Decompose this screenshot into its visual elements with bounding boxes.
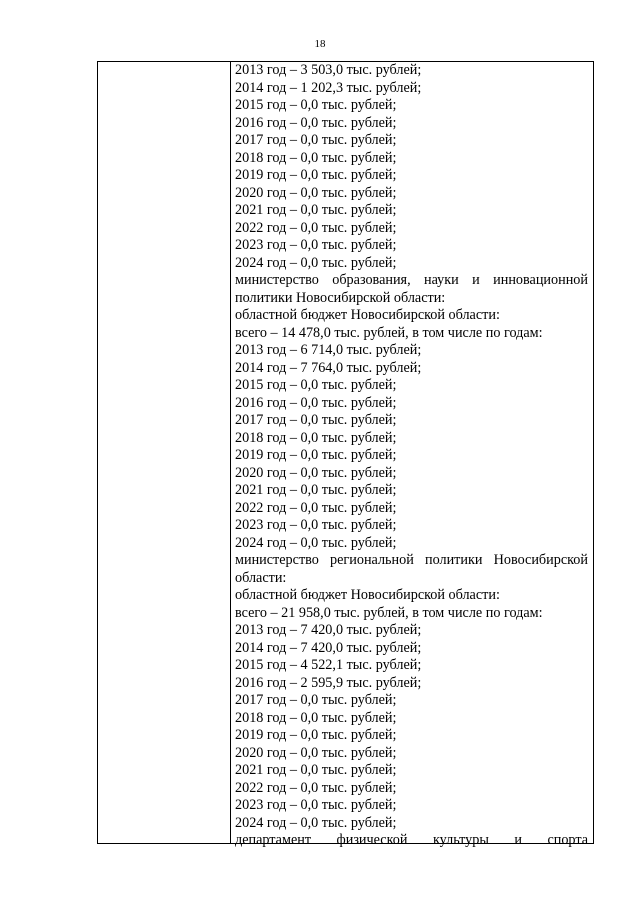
text-line: 2020 год – 0,0 тыс. рублей; [235, 184, 397, 201]
text-line: 2022 год – 0,0 тыс. рублей; [235, 499, 397, 516]
text-line: 2023 год – 0,0 тыс. рублей; [235, 237, 397, 253]
text-line: 2021 год – 0,0 тыс. рублей; [235, 762, 397, 778]
text-line: 2024 год – 0,0 тыс. рублей; [235, 534, 397, 551]
text-line: 2020 год – 0,0 тыс. рублей; [235, 744, 397, 761]
text-line: 2016 год – 0,0 тыс. рублей; [235, 394, 397, 411]
text-line: 2024 год – 0,0 тыс. рублей; [235, 254, 397, 271]
text-line: 2014 год – 7 764,0 тыс. рублей; [235, 359, 422, 376]
text-line: 2019 год – 0,0 тыс. рублей; [235, 727, 397, 743]
text-line: 2015 год – 4 522,1 тыс. рублей; [235, 657, 422, 673]
text-line: 2016 год – 2 595,9 тыс. рублей; [235, 674, 422, 691]
text-line: министерство региональной политики Новосибирской [235, 552, 588, 568]
text-line: 2015 год – 0,0 тыс. рублей; [235, 97, 397, 113]
text-line: 2013 год – 3 503,0 тыс. рублей; [235, 62, 422, 78]
text-line: областной бюджет Новосибирской области: [235, 587, 500, 603]
text-line: 2019 год – 0,0 тыс. рублей; [235, 447, 397, 463]
text-line: 2018 год – 0,0 тыс. рублей; [235, 709, 397, 726]
text-line: 2014 год – 1 202,3 тыс. рублей; [235, 79, 422, 96]
text-line: всего – 14 478,0 тыс. рублей, в том числе по годам: [235, 324, 543, 341]
text-line: 2022 год – 0,0 тыс. рублей; [235, 779, 397, 796]
text-line: 2013 год – 7 420,0 тыс. рублей; [235, 622, 422, 638]
text-line: 2021 год – 0,0 тыс. рублей; [235, 202, 397, 218]
text-line: 2024 год – 0,0 тыс. рублей; [235, 814, 397, 831]
text-line: 2019 год – 0,0 тыс. рублей; [235, 167, 397, 183]
page-number: 18 [314, 38, 326, 50]
text-line: 2015 год – 0,0 тыс. рублей; [235, 377, 397, 393]
column-divider [230, 62, 231, 843]
text-line: 2013 год – 6 714,0 тыс. рублей; [235, 342, 422, 358]
text-line: 2016 год – 0,0 тыс. рублей; [235, 114, 397, 131]
text-line: 2017 год – 0,0 тыс. рублей; [235, 412, 397, 428]
text-line: 2021 год – 0,0 тыс. рублей; [235, 482, 397, 498]
funding-table [97, 61, 594, 848]
text-line: политики Новосибирской области: [235, 289, 446, 306]
text-line: департамент физической культуры и спорта [235, 832, 588, 848]
text-line: области: [235, 569, 287, 586]
text-line: 2023 год – 0,0 тыс. рублей; [235, 517, 397, 533]
text-line: 2017 год – 0,0 тыс. рублей; [235, 132, 397, 148]
text-line: 2018 год – 0,0 тыс. рублей; [235, 149, 397, 166]
text-line: министерство образования, науки и инновационной [235, 272, 588, 288]
table-right-cell [235, 62, 588, 850]
text-line: 2014 год – 7 420,0 тыс. рублей; [235, 639, 422, 656]
text-line: всего – 21 958,0 тыс. рублей, в том числе по годам: [235, 604, 543, 621]
text-line: 2017 год – 0,0 тыс. рублей; [235, 692, 397, 708]
text-line: 2023 год – 0,0 тыс. рублей; [235, 797, 397, 813]
table-left-cell [98, 62, 230, 843]
text-line: 2018 год – 0,0 тыс. рублей; [235, 429, 397, 446]
text-line: 2022 год – 0,0 тыс. рублей; [235, 219, 397, 236]
text-line: 2020 год – 0,0 тыс. рублей; [235, 464, 397, 481]
text-line: областной бюджет Новосибирской области: [235, 307, 500, 323]
